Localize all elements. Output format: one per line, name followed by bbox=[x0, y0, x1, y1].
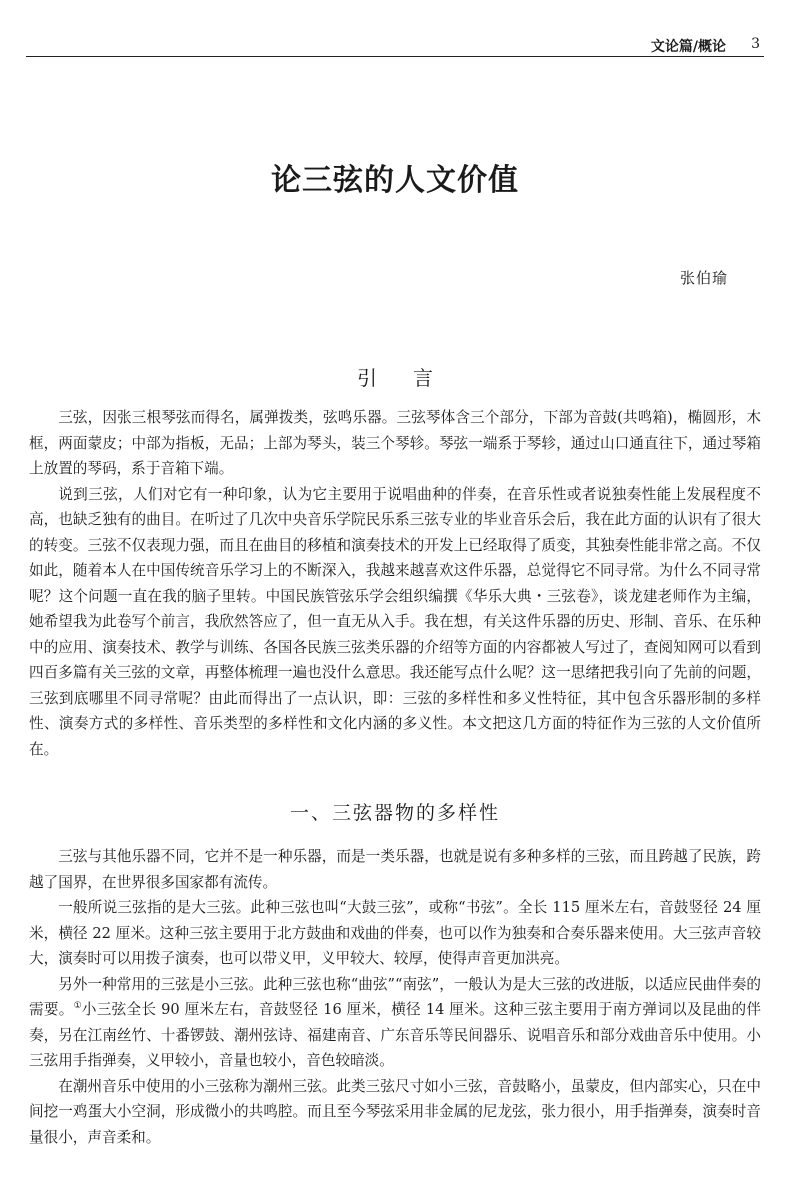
intro-body bbox=[29, 405, 761, 762]
running-header bbox=[26, 30, 764, 57]
author-name: 张伯瑜 bbox=[679, 269, 728, 287]
intro-heading: 引言 bbox=[357, 366, 469, 390]
section-1-heading: 一、三弦器物的多样性 bbox=[289, 802, 500, 824]
section-1-paragraph-1: 三弦与其他乐器不同，它并不是一种乐器，而是一类乐器，也就是说有多种多样的三弦，而且跨越了民族，跨越了国界，在世界很多国家都有流传。 bbox=[29, 848, 761, 891]
page-number: 3 bbox=[751, 36, 760, 52]
intro-paragraph-2: 说到三弦，人们对它有一种印象，认为它主要用于说唱曲种的伴奏，在音乐性或者说独奏性能上发展程度不高，也缺乏独有的曲目。在听过了几次中央音乐学院民乐系三弦专业的毕业音乐会后，我在此方面的认识有了很大的转变。三弦不仅表现力强，而且在曲目的移植和演奏技术的开发上已经取得了质变，其独奏性能非常之高。不仅如此，随着本人在中国传统音乐学习上的不断深入，我越来越喜欢这件乐器，总觉得它不同寻常。为什么不同寻常呢？这个问题一直在我的脑子里转。中国民族管弦乐学会组织编撰《华乐大典・三弦卷》，谈龙建老师作为主编，她希望我为此卷写个前言，我欣然答应了，但一直无从入手。我在想，有关这件乐器的历史、形制、音乐、在乐种中的应用、演奏技术、教学与训练、各国各民族三弦类乐器的介绍等方面的内容都被人写过了，查阅知网可以看到四百多篇有关三弦的文章，再整体梳理一遍也没什么意思。我还能写点什么呢？这一思绪把我引向了先前的问题，三弦到底哪里不同寻常呢？由此而得出了一点认识，即：三弦的多样性和多义性特征，其中包含乐器形制的多样性、演奏方式的多样性、音乐类型的多样性和文化内涵的多义性。本文把这几方面的特征作为三弦的人文价值所在。 bbox=[29, 485, 761, 758]
paragraph-3-text-a: 另外一种常用的三弦是小三弦。此种三弦也称“曲弦”“南弦”，一般认为是大三弦的改进版，以适应民曲伴奏的需要。 bbox=[29, 975, 761, 1018]
section-1-paragraph-2: 一般所说三弦指的是大三弦。此种三弦也叫“大鼓三弦”，或称“书弦”。全长 115 厘米左右，音鼓竖径 24 厘米，横径 22 厘米。这种三弦主要用于北方鼓曲和戏曲的伴奏，也可以作为独奏和合奏乐器来使用。大三弦声音较大，演奏时可以用拨子演奏，也可以带义甲，义甲较大、较厚，使得声音更加洪亮。 bbox=[29, 899, 761, 967]
intro-paragraph-1: 三弦，因张三根琴弦而得名，属弹拨类，弦鸣乐器。三弦琴体含三个部分，下部为音鼓(共鸣箱)，椭圆形，木框，两面蒙皮；中部为指板，无品；上部为琴头，装三个琴轸。琴弦一端系于琴轸，通过山口通直往下，通过琴箱上放置的琴码，系于音箱下端。 bbox=[29, 409, 761, 477]
section-1-paragraph-3 bbox=[29, 972, 761, 1074]
article-title: 论三弦的人文价值 bbox=[271, 163, 519, 198]
footnote-marker[interactable]: ① bbox=[73, 1001, 82, 1012]
running-header-section: 文论篇/概论 bbox=[650, 39, 726, 55]
paragraph-3-text-b: 小三弦全长 90 厘米左右，音鼓竖径 16 厘米，横径 14 厘米。这种三弦主要用于南方弹词以及昆曲的伴奏，另在江南丝竹、十番锣鼓、潮州弦诗、福建南音、广东音乐等民间器乐、说唱音乐和部分戏曲音乐中使用。小三弦用手指弹奏，义甲较小，音量也较小，音色较暗淡。 bbox=[29, 1001, 761, 1069]
section-1-paragraph-4: 在潮州音乐中使用的小三弦称为潮州三弦。此类三弦尺寸如小三弦，音鼓略小，虽蒙皮，但内部实心，只在中间挖一鸡蛋大小空洞，形成微小的共鸣腔。而且至今琴弦采用非金属的尼龙弦，张力很小，用手指弹奏，演奏时音量很小，声音柔和。 bbox=[29, 1077, 761, 1146]
section-1-body bbox=[29, 844, 761, 1150]
